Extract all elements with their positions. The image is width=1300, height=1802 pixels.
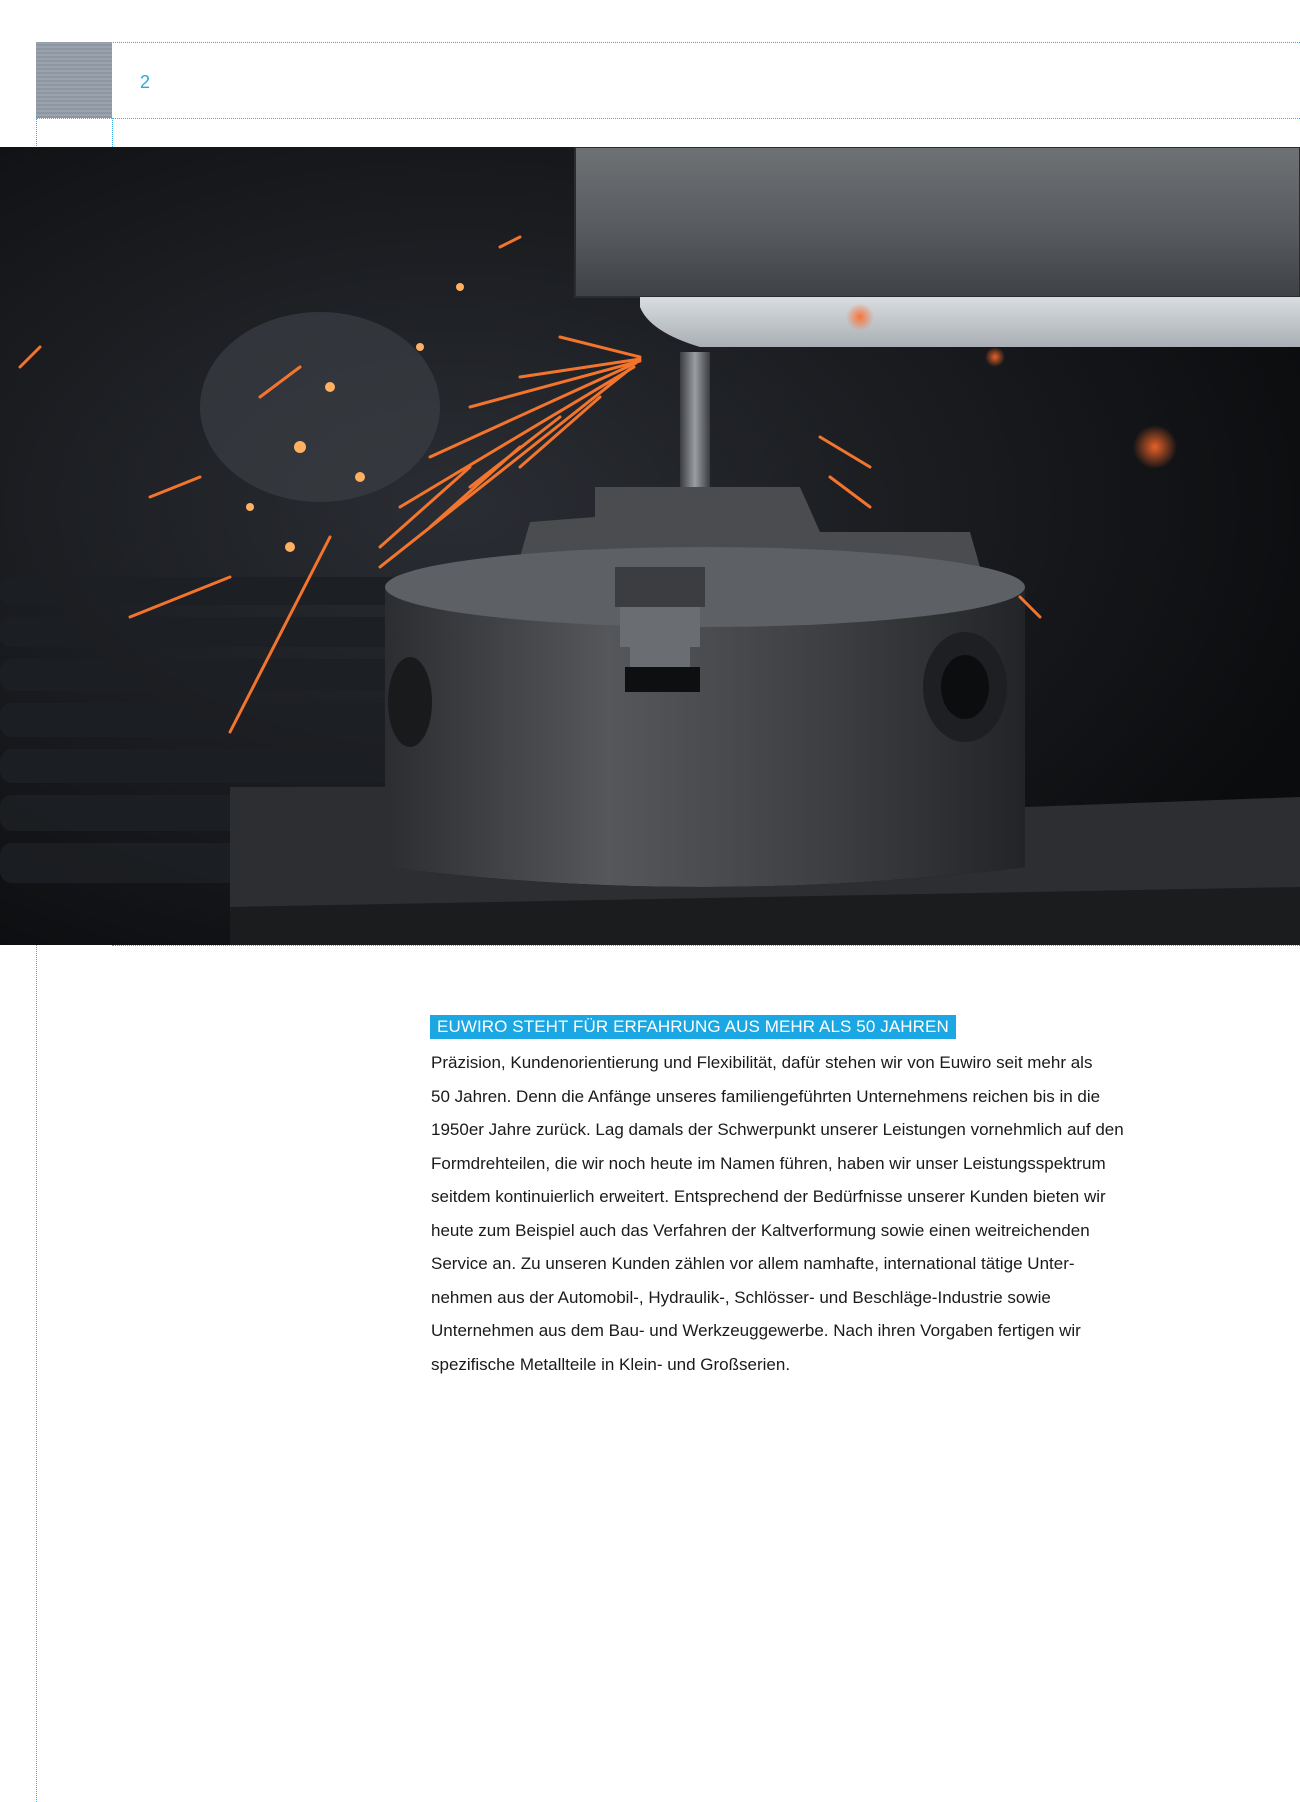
body-line: seitdem kontinuierlich erweitert. Entsprechend der Bedürfnisse unserer Kunden bieten wir <box>431 1187 1106 1206</box>
body-line: heute zum Beispiel auch das Verfahren der Kaltverformung sowie einen weitreichenden <box>431 1220 1090 1240</box>
header-bottom-guide-line <box>36 118 1300 119</box>
lathe-sparks-illustration <box>0 147 1300 945</box>
body-line: Unternehmen aus dem Bau- und Werkzeuggewerbe. Nach ihren Vorgaben fertigen wir <box>431 1321 1081 1340</box>
body-line: spezifische Metallteile in Klein- und Großserien. <box>431 1354 791 1374</box>
body-line: Service an. Zu unseren Kunden zählen vor allem namhafte, international tätige Unter- <box>431 1254 1075 1273</box>
top-guide-line <box>36 42 1300 43</box>
body-line: Formdrehteilen, die wir noch heute im Namen führen, haben wir unser Leistungsspektrum <box>431 1153 1106 1173</box>
body-line: Präzision, Kundenorientierung und Flexibilität, dafür stehen wir von Euwiro seit mehr als <box>431 1053 1093 1072</box>
section-headline: EUWIRO STEHT FÜR ERFAHRUNG AUS MEHR ALS 50 JAHREN <box>430 1015 956 1039</box>
body-line: 50 Jahren. Denn die Anfänge unseres familiengeführten Unternehmens reichen bis in die <box>431 1086 1101 1106</box>
body-paragraph <box>431 1046 1231 1381</box>
body-line: 1950er Jahre zurück. Lag damals der Schwerpunkt unserer Leistungen vornehmlich auf den <box>431 1120 1124 1139</box>
body-line: nehmen aus der Automobil-, Hydraulik-, Schlösser- und Beschläge-Industrie sowie <box>431 1287 1051 1307</box>
image-bottom-guide-line <box>112 945 1300 946</box>
hero-image <box>0 147 1300 945</box>
header-gray-block <box>36 42 112 118</box>
page-number: 2 <box>140 72 151 92</box>
